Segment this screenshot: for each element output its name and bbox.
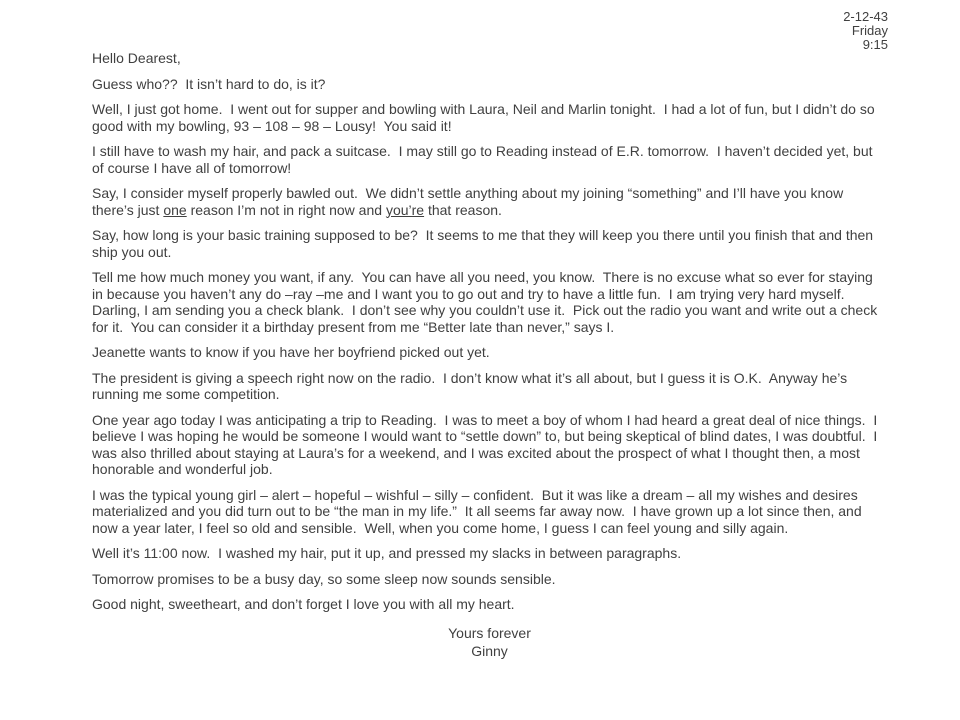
text-run: One year ago today I was anticipating a trip to Reading. I was to meet a boy of whom I had heard a great deal of nice things. I believe I was hoping he would be someone I would want to “settle down” to, but being skeptical of blind dates, I was doubtful. I was also thrilled about staying at Laura’s for a weekend, and I was excited about the prospect of what I thought then, a most honorable and wonderful job.: [92, 411, 882, 477]
salutation: Hello Dearest,: [92, 50, 181, 66]
paragraph: [92, 143, 887, 176]
closing-block: [92, 624, 887, 660]
paragraph: [92, 596, 887, 613]
text-run: I still have to wash my hair, and pack a suitcase. I may still go to Reading instead of E.R. tomorrow. I haven’t decided yet, but of course I have all of tomorrow!: [92, 143, 877, 176]
text-run: Well it’s 11:00 now. I washed my hair, put it up, and pressed my slacks in between paragraphs.: [92, 545, 682, 561]
underlined-text: one: [163, 201, 187, 218]
underlined-text: you’re: [385, 201, 425, 218]
paragraph: [92, 185, 887, 218]
day-line: Friday: [851, 23, 888, 38]
text-run: I was the typical young girl – alert – hopeful – wishful – silly – confident. But it was like a dream – all my wishes and desires materialized and you did turn out to be “the man in my life.” It all seems far away now. I have grown up a lot since then, and now a year later, I feel so old and sensible. Well, when you come home, I guess I can feel young and silly again.: [92, 486, 866, 536]
paragraph: [92, 101, 887, 134]
text-run: Tomorrow promises to be a busy day, so some sleep now sounds sensible.: [92, 570, 556, 587]
text-run: Good night, sweetheart, and don’t forget I love you with all my heart.: [92, 596, 515, 612]
text-run: Tell me how much money you want, if any. You can have all you need, you know. There is no excuse what so ever for staying in because you haven’t any do –ray –me and I want you to go out and try to have a little fun. I am trying very hard myself. Darling, I am sending you a check blank. I don’t see why you couldn’t use it. Pick out the radio you want and write out a check for it. You can consider it a birthday present from me “Better late than never,” says I.: [92, 269, 882, 335]
paragraph: [92, 487, 887, 537]
text-run: reason I’m not in right now and: [186, 201, 386, 218]
text-run: Say, how long is your basic training supposed to be? It seems to me that they will keep you there until you finish that and then ship you out.: [92, 227, 877, 260]
text-run: Guess who?? It isn’t hard to do, is it?: [92, 75, 326, 92]
text-run: The president is giving a speech right now on the radio. I don’t know what it’s all about, but I guess it is O.K. Anyway he’s running me some competition.: [92, 369, 852, 402]
paragraph: [92, 370, 887, 403]
date-line: 2-12-43: [843, 9, 888, 24]
text-run: that reason.: [424, 201, 502, 218]
time-line: 9:15: [862, 37, 888, 52]
paragraphs-container: [92, 76, 887, 613]
letter-body: [92, 50, 887, 660]
paragraph: [92, 545, 887, 562]
paragraph: [92, 227, 887, 260]
signature: Ginny: [471, 642, 508, 659]
text-run: Jeanette wants to know if you have her boyfriend picked out yet.: [92, 344, 490, 360]
paragraph: [92, 412, 887, 478]
text-run: Well, I just got home. I went out for supper and bowling with Laura, Neil and Marlin tonight. I had a lot of fun, but I didn’t do so good with my bowling, 93 – 108 – 98 – Lousy! You said it!: [92, 101, 879, 134]
paragraph: [92, 571, 887, 588]
paragraph: [92, 76, 887, 93]
valediction: Yours forever: [448, 624, 531, 641]
paragraph: [92, 269, 887, 335]
date-block: [843, 10, 888, 52]
text-run: Say, I consider myself properly bawled out. We didn’t settle anything about my joining “something” and I’ll have you know there’s just: [92, 185, 848, 218]
paragraph: [92, 344, 887, 361]
